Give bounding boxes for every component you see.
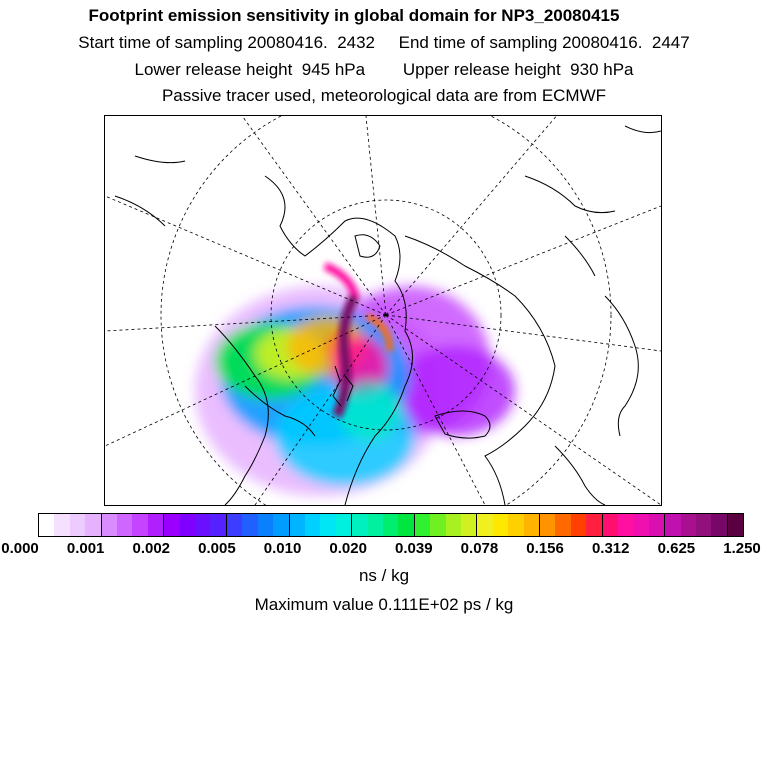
colorbar-segment xyxy=(70,514,85,536)
colorbar-segment xyxy=(336,514,352,536)
colorbar-segment xyxy=(603,514,618,536)
colorbar-segment xyxy=(649,514,665,536)
map-svg xyxy=(105,116,661,505)
colorbar-segment xyxy=(352,514,367,536)
colorbar-segment xyxy=(665,514,680,536)
colorbar-segment xyxy=(493,514,508,536)
colorbar-segment xyxy=(446,514,461,536)
colorbar-tick-label: 0.078 xyxy=(460,540,499,557)
colorbar-segment xyxy=(164,514,179,536)
colorbar-segment xyxy=(461,514,477,536)
colorbar-segment xyxy=(368,514,383,536)
colorbar-segment xyxy=(102,514,117,536)
colorbar-segment xyxy=(227,514,242,536)
colorbar-segment xyxy=(242,514,257,536)
colorbar-segment xyxy=(633,514,648,536)
colorbar-segment xyxy=(477,514,492,536)
map-panel xyxy=(104,115,662,506)
colorbar-tick-label: 0.000 xyxy=(1,540,39,557)
colorbar-tick-labels xyxy=(0,540,768,560)
colorbar-tick-label: 0.625 xyxy=(657,540,696,557)
release-height-line: Lower release height 945 hPa Upper release height 930 hPa xyxy=(134,60,634,79)
colorbar-segment xyxy=(728,514,743,536)
colorbar xyxy=(38,513,744,537)
colorbar-tick-label: 0.020 xyxy=(329,540,367,557)
colorbar-segment xyxy=(39,514,54,536)
colorbar-segment xyxy=(681,514,696,536)
colorbar-tick-label: 0.156 xyxy=(526,540,564,557)
map-title: Footprint emission sensitivity in global domain for NP3_20080415 xyxy=(88,6,620,25)
colorbar-segment xyxy=(273,514,289,536)
colorbar-segment xyxy=(398,514,414,536)
colorbar-tick-label: 0.005 xyxy=(198,540,236,557)
colorbar-segment xyxy=(85,514,101,536)
colorbar-tick-label: 0.002 xyxy=(132,540,171,557)
colorbar-segment xyxy=(696,514,711,536)
colorbar-segment xyxy=(524,514,540,536)
colorbar-segment xyxy=(210,514,226,536)
colorbar-segment xyxy=(132,514,147,536)
colorbar-segment xyxy=(290,514,305,536)
colorbar-tick-label: 0.001 xyxy=(66,540,105,557)
colorbar-segment xyxy=(540,514,555,536)
colorbar-segment xyxy=(320,514,335,536)
colorbar-segment xyxy=(508,514,523,536)
colorbar-segment xyxy=(430,514,445,536)
colorbar-tick-label: 1.250 xyxy=(723,540,761,557)
sampling-time-line: Start time of sampling 20080416. 2432 End time of sampling 20080416. 2447 xyxy=(78,33,690,52)
tracer-info-line: Passive tracer used, meteorological data are from ECMWF xyxy=(161,86,607,105)
colorbar-segment xyxy=(305,514,320,536)
colorbar-segment xyxy=(383,514,398,536)
colorbar-segment xyxy=(117,514,132,536)
colorbar-unit: ns / kg xyxy=(358,566,410,585)
colorbar-tick-label: 0.312 xyxy=(591,540,630,557)
colorbar-segment xyxy=(180,514,195,536)
colorbar-segment xyxy=(195,514,210,536)
colorbar-segment xyxy=(618,514,633,536)
colorbar-segment xyxy=(415,514,430,536)
colorbar-segment xyxy=(586,514,602,536)
colorbar-tick-label: 0.039 xyxy=(395,540,433,557)
colorbar-segment xyxy=(258,514,273,536)
colorbar-segment xyxy=(555,514,570,536)
colorbar-segment xyxy=(571,514,586,536)
emission-field xyxy=(195,286,515,496)
maximum-value: Maximum value 0.111E+02 ps / kg xyxy=(254,595,514,614)
colorbar-segment xyxy=(711,514,727,536)
colorbar-tick-label: 0.010 xyxy=(263,540,302,557)
colorbar-segment xyxy=(148,514,164,536)
colorbar-segment xyxy=(54,514,69,536)
